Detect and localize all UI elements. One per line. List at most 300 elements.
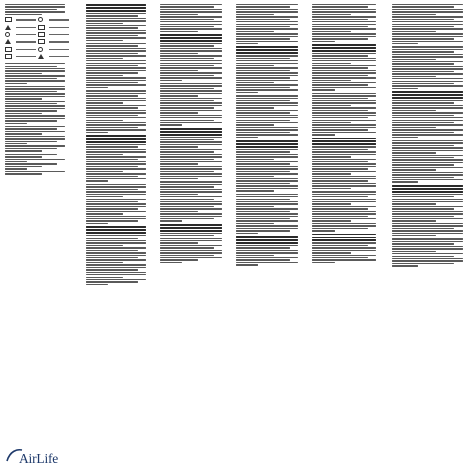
text-line [312,132,376,133]
text-block [392,185,468,237]
text-line [312,93,376,94]
text-line [392,208,454,209]
text-line [312,26,368,27]
text-line [160,70,198,71]
text-line [392,38,454,39]
text-line [5,96,65,97]
text-line [312,185,376,186]
text-line [392,71,454,72]
text-line [160,67,222,68]
text-line [392,152,436,153]
text-line [5,161,27,162]
text-line [392,36,463,37]
text-line [5,63,65,64]
text-line [236,28,298,29]
text-line [312,36,376,37]
text-line [236,216,298,217]
heading-line [86,229,146,231]
text-line [236,259,290,260]
text-line [312,191,376,192]
text-line [160,107,214,108]
text-line [160,100,214,101]
text-line [5,110,57,111]
text-block [5,63,69,84]
heading-line [312,50,376,52]
text-line [86,122,146,123]
text-line [312,199,376,200]
text-line [86,180,108,181]
text-line [312,259,376,260]
heading-line [236,146,298,148]
text-line [312,168,368,169]
text-line [160,189,222,190]
text-line [312,245,368,246]
symbol-icon [38,39,45,44]
text-line [86,146,138,147]
text-line [236,250,298,251]
paragraph [312,93,380,136]
text-line [86,117,146,118]
text-line [312,149,368,150]
text-line [160,220,182,221]
text-block [86,4,150,41]
text-block [86,90,150,133]
text-line [392,122,454,123]
text-line [312,225,376,226]
heading-line [236,46,298,48]
text-line [392,220,436,221]
text-line [160,98,222,99]
text-line [86,176,138,177]
text-line [86,213,123,214]
text-line [160,75,214,76]
text-line [312,166,376,167]
heading-line [86,135,146,137]
text-line [312,41,335,42]
text-block [312,138,380,190]
text-line [392,150,463,151]
symbol-description [49,27,69,28]
text-block [5,126,69,152]
text-line [392,164,454,165]
text-line [312,173,351,174]
text-line [86,257,138,258]
text-line [392,211,463,212]
heading-line [86,138,146,140]
text-block [86,184,150,224]
text-line [160,242,198,243]
text-line [86,163,146,164]
text-line [86,37,146,38]
text-line [392,155,463,156]
text-line [392,68,463,69]
paragraph [236,46,302,93]
text-block [5,4,69,15]
text-line [160,28,222,29]
text-column-1 [5,4,69,440]
text-line [86,184,146,185]
text-line [5,136,65,137]
text-line [312,4,376,5]
text-line [236,199,290,200]
text-line [392,54,463,55]
text-line [312,53,376,54]
text-line [236,264,258,265]
text-line [312,11,376,12]
paragraph [312,4,380,42]
text-block [236,236,302,266]
text-line [5,68,65,69]
text-line [86,245,123,246]
text-line [5,88,65,89]
text-line [236,6,290,7]
text-line [86,211,146,212]
text-line [392,78,463,79]
text-line [392,49,463,50]
text-line [86,100,146,101]
text-line [312,115,376,116]
text-line [392,124,463,125]
text-line [392,134,463,135]
text-line [236,137,258,138]
text-line [86,63,146,64]
text-block [392,91,468,138]
text-line [86,247,146,248]
text-line [312,70,376,71]
text-line [392,132,454,133]
text-line [236,63,298,64]
symbol-description [16,56,36,57]
text-line [312,55,368,56]
text-line [392,218,463,219]
text-line [236,132,290,133]
text-line [160,11,222,12]
text-line [5,138,65,139]
symbol-description [49,49,69,50]
text-line [312,188,351,189]
paragraph [392,46,468,89]
text-line [86,20,146,21]
text-line [160,115,222,116]
text-line [160,154,222,155]
paragraph [312,138,380,190]
symbol-description [16,41,36,42]
text-line [392,230,463,231]
text-line [312,129,368,130]
text-line [392,16,463,17]
text-line [86,87,108,88]
text-line [86,93,146,94]
text-line [86,124,146,125]
text-line [160,262,182,263]
text-line [236,262,298,263]
text-line [160,151,214,152]
text-line [160,216,222,217]
text-line [312,105,351,106]
text-line [312,262,335,263]
text-line [312,252,351,253]
text-line [312,208,368,209]
text-line [160,149,222,150]
text-line [236,171,290,172]
text-block [160,34,226,81]
text-line [160,255,214,256]
text-line [312,178,376,179]
text-line [86,75,123,76]
text-line [160,245,222,246]
text-line [312,28,376,29]
text-line [236,185,298,186]
text-line [236,163,290,164]
text-line [5,9,57,10]
text-line [236,19,290,20]
text-line [5,133,42,134]
text-line [312,183,376,184]
text-line [312,107,376,108]
text-line [312,77,376,78]
text-line [86,98,146,99]
text-line [5,143,27,144]
text-line [392,258,463,259]
text-line [392,162,463,163]
text-line [86,120,123,121]
text-block [236,95,302,138]
text-line [5,70,65,71]
text-line [86,196,123,197]
text-line [236,26,290,27]
text-line [312,196,368,197]
text-line [312,242,376,243]
text-line [236,230,290,231]
text-line [392,21,463,22]
text-line [236,188,298,189]
text-line [5,103,57,104]
text-line [5,118,65,119]
symbol-icon [5,47,12,52]
text-line [160,72,222,73]
heading-line [312,47,376,49]
text-line [160,80,182,81]
text-line [312,216,368,217]
heading-line [236,143,298,145]
text-line [160,201,222,202]
text-line [86,208,138,209]
paragraph [5,86,69,124]
text-line [160,65,214,66]
paragraph [392,4,468,44]
text-line [160,83,222,84]
text-line [312,120,376,121]
text-line [86,277,123,278]
text-line [86,264,146,265]
paragraph [5,63,69,84]
text-line [392,14,436,15]
text-line [312,127,376,128]
text-line [236,168,298,169]
symbol-icon [5,25,11,30]
paragraph [236,4,302,44]
text-line [236,203,298,204]
text-line [160,166,222,167]
text-line [236,154,298,155]
text-line [312,24,376,25]
text-line [312,58,376,59]
text-line [86,189,138,190]
text-line [86,50,146,51]
text-line [236,211,290,212]
text-line [236,134,298,135]
text-line [5,156,42,157]
text-line [236,183,290,184]
text-line [236,196,298,197]
heading-line [86,4,146,6]
text-line [5,123,27,124]
text-line [392,142,463,143]
text-line [160,144,222,145]
text-line [160,105,222,106]
text-block [236,194,302,234]
text-block [160,128,226,180]
text-line [86,154,123,155]
text-line [5,73,42,74]
text-line [86,272,146,273]
text-line [312,206,376,207]
text-line [312,82,376,83]
text-line [86,186,146,187]
paragraph [160,34,226,81]
paragraph [392,91,468,138]
text-line [5,141,57,142]
text-line [86,199,146,200]
symbol-description [49,41,69,42]
paragraph [392,185,468,237]
text-line [160,45,214,46]
text-line [392,174,463,175]
text-line [392,243,454,244]
text-line [86,281,138,282]
text-line [392,238,463,239]
text-line [160,211,198,212]
text-line [392,201,463,202]
symbol-description [16,34,36,35]
text-line [236,33,298,34]
text-line [160,173,222,174]
text-line [392,51,454,52]
text-line [236,151,290,152]
text-line [236,107,274,108]
text-line [236,77,290,78]
text-line [86,156,146,157]
symbol-icon [38,54,44,59]
text-line [86,201,138,202]
text-line [312,117,368,118]
text-line [392,129,463,130]
text-line [86,27,138,28]
text-line [392,43,418,44]
text-line [392,61,463,62]
text-line [236,208,298,209]
paragraph [86,226,150,285]
text-line [392,145,454,146]
text-line [86,82,138,83]
text-line [312,110,368,111]
text-line [160,88,214,89]
text-line [160,90,222,91]
text-line [312,194,376,195]
text-line [312,255,376,256]
heading-line [236,236,298,238]
text-line [160,208,222,209]
text-line [392,102,454,103]
text-line [5,115,65,116]
symbol-icon [38,17,43,22]
text-line [236,43,258,44]
text-line [86,110,146,111]
text-line [312,247,376,248]
text-line [236,92,258,93]
text-line [160,26,214,27]
text-line [160,196,222,197]
text-line [86,173,146,174]
text-line [236,14,274,15]
text-line [236,70,290,71]
text-line [236,247,290,248]
heading-line [160,134,222,136]
text-line [160,161,222,162]
text-line [86,105,146,106]
heading-line [160,230,222,232]
text-block [86,135,150,182]
text-block [312,191,380,231]
text-line [86,252,146,253]
paragraph [160,224,226,263]
text-line [392,241,463,242]
heading-line [236,140,298,142]
text-line [236,206,274,207]
text-line [392,235,436,236]
text-line [312,75,368,76]
text-line [392,88,418,89]
text-line [86,250,138,251]
text-line [312,72,376,73]
text-line [86,84,146,85]
heading-line [236,52,298,54]
symbol-icon [38,32,45,37]
text-line [160,156,222,157]
text-line [160,110,222,111]
text-line [392,140,463,141]
text-block [392,4,468,44]
text-block [160,181,226,221]
text-line [5,163,57,164]
text-line [160,252,222,253]
text-line [312,98,368,99]
symbol-description [49,34,69,35]
heading-line [86,232,146,234]
text-line [236,220,298,221]
heading-line [160,40,222,42]
symbol-description [16,19,36,20]
text-line [86,132,108,133]
text-line [312,220,351,221]
text-line [236,9,298,10]
symbol-icon [5,17,12,22]
text-line [86,127,138,128]
text-line [5,173,42,174]
text-line [160,14,198,15]
symbol-icon [38,25,45,30]
text-line [86,235,146,236]
